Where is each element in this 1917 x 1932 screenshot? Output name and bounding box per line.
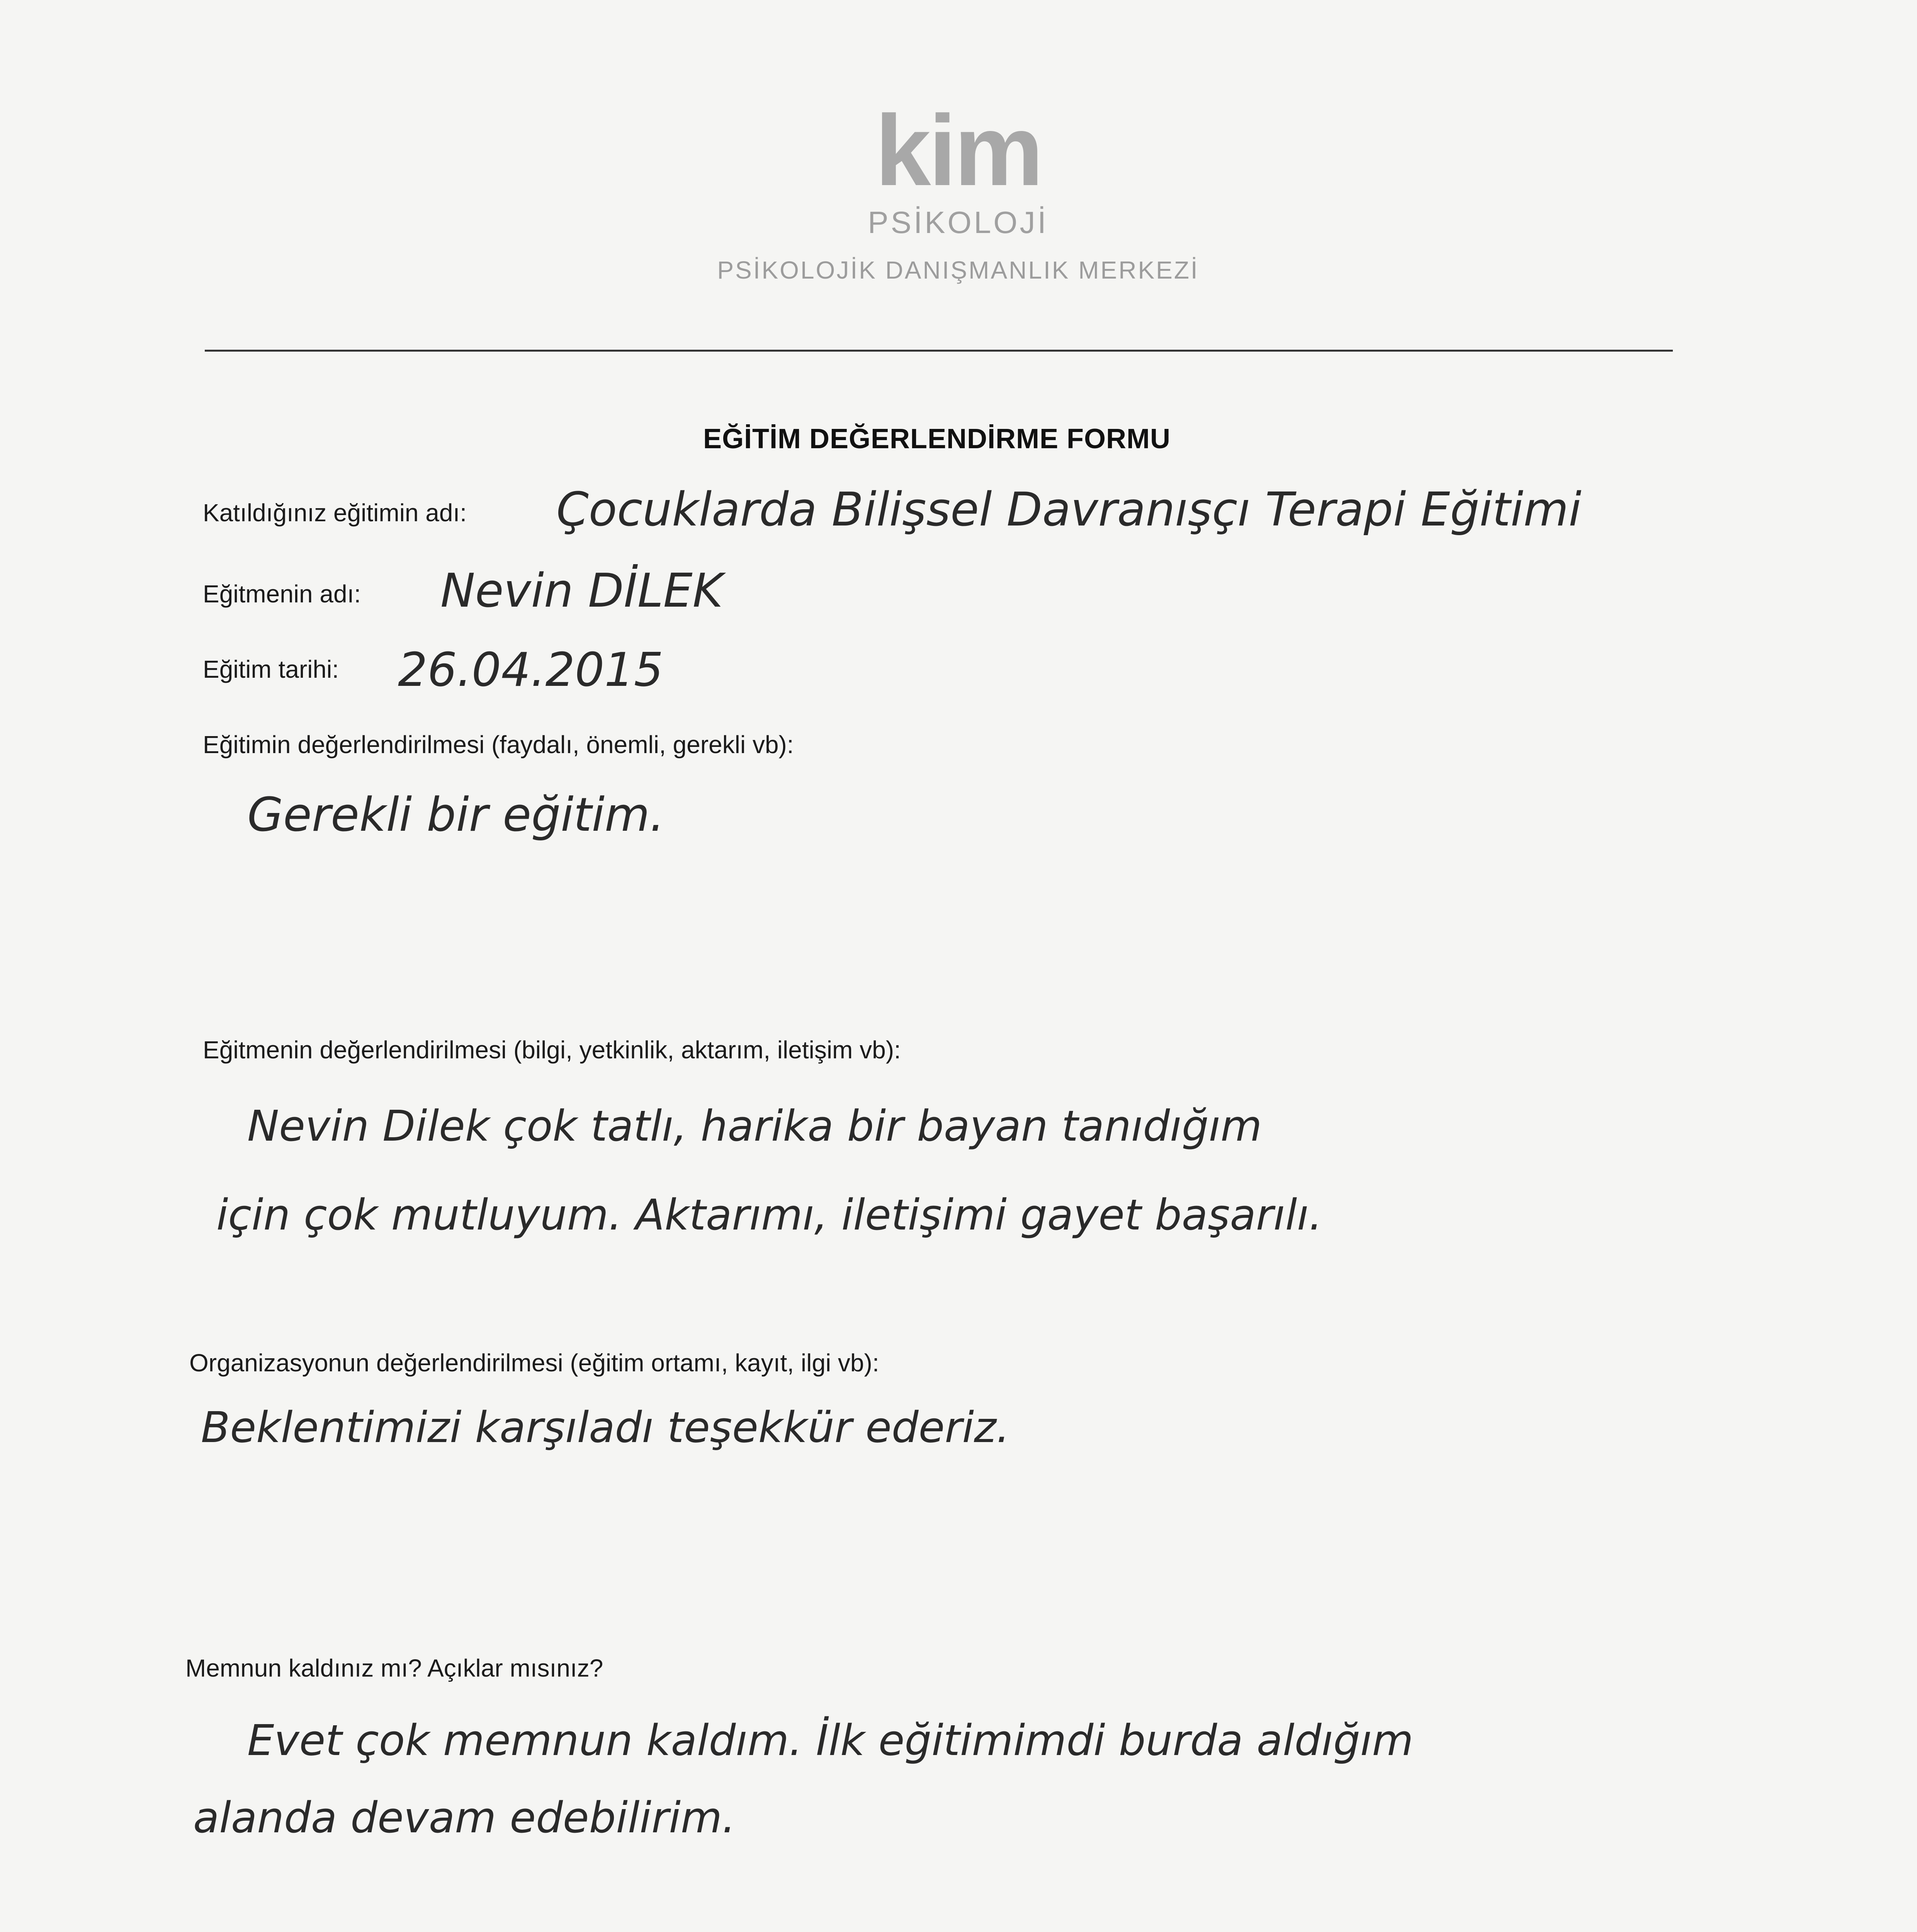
org-eval-label: Organizasyonun değerlendirilmesi (eğitim ortamı, kayıt, ilgi vb): bbox=[189, 1349, 879, 1377]
org-eval-value: Beklentimizi karşıladı teşekkür ederiz. bbox=[201, 1403, 1010, 1452]
header-divider bbox=[205, 350, 1673, 352]
form-title: EĞİTİM DEĞERLENDİRME FORMU bbox=[703, 423, 1171, 454]
trainer-name-value: Nevin DİLEK bbox=[440, 564, 723, 618]
logo-wordmark: kim bbox=[875, 95, 1042, 207]
training-eval-value: Gerekli bir eğitim. bbox=[247, 788, 665, 842]
trainer-eval-label: Eğitmenin değerlendirilmesi (bilgi, yetkinlik, aktarım, iletişim vb): bbox=[203, 1036, 901, 1064]
training-date-value: 26.04.2015 bbox=[398, 643, 664, 697]
satisfaction-line-2: alanda devam edebilirim. bbox=[193, 1793, 736, 1842]
satisfaction-line-1: Evet çok memnun kaldım. İlk eğitimimdi burda aldığım bbox=[247, 1716, 1414, 1765]
kim-logo bbox=[657, 95, 1259, 284]
satisfaction-label: Memnun kaldınız mı? Açıklar mısınız? bbox=[185, 1654, 603, 1682]
training-name-label: Katıldığınız eğitimin adı: bbox=[203, 499, 467, 527]
training-eval-label: Eğitimin değerlendirilmesi (faydalı, önemli, gerekli vb): bbox=[203, 731, 794, 759]
trainer-name-label: Eğitmenin adı: bbox=[203, 580, 361, 608]
trainer-eval-line-2: için çok mutluyum. Aktarımı, iletişimi gayet başarılı. bbox=[216, 1190, 1322, 1240]
logo-tagline: PSİKOLOJİK DANIŞMANLIK MERKEZİ bbox=[717, 256, 1199, 284]
logo-subtitle: PSİKOLOJİ bbox=[868, 205, 1049, 240]
training-name-value: Çocuklarda Bilişsel Davranışçı Terapi Eğitimi bbox=[556, 483, 1582, 537]
training-date-label: Eğitim tarihi: bbox=[203, 655, 339, 683]
trainer-eval-line-1: Nevin Dilek çok tatlı, harika bir bayan tanıdığım bbox=[247, 1101, 1262, 1151]
